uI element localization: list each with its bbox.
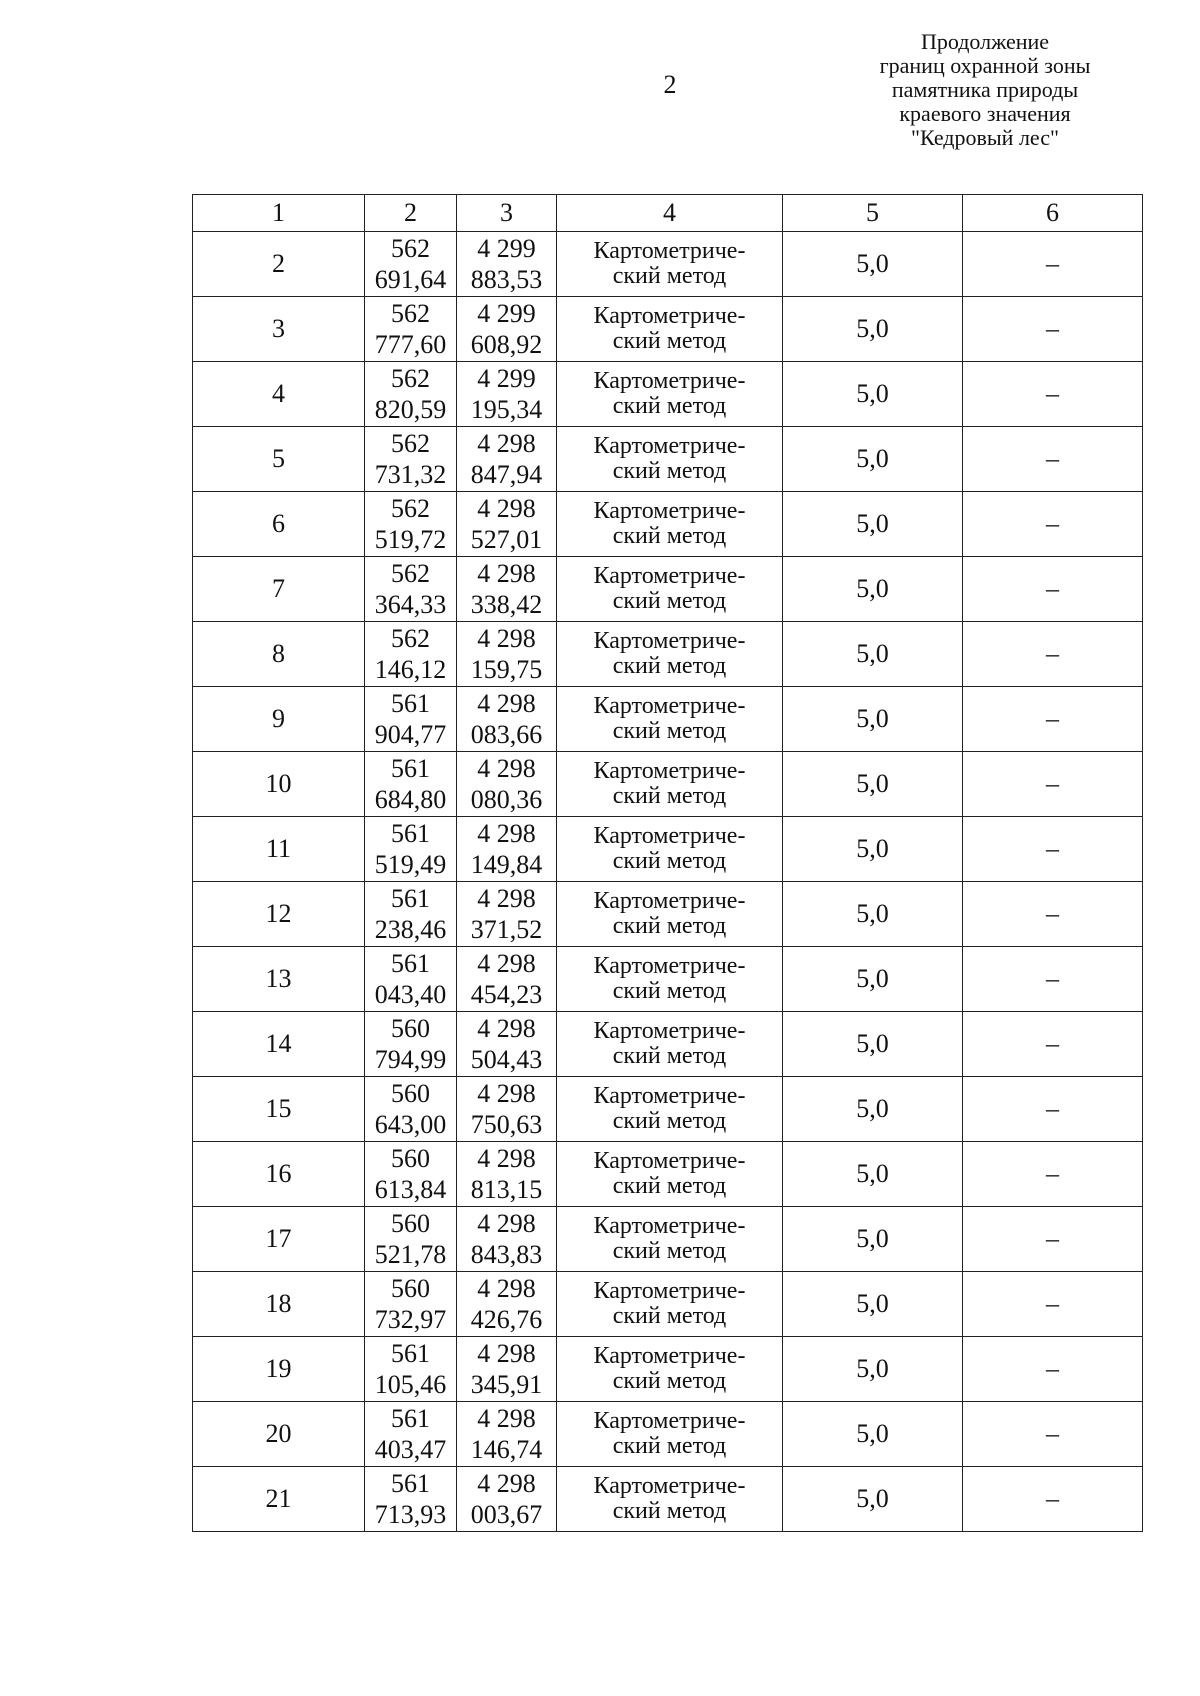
coord-y-remainder: 149,84: [470, 850, 543, 879]
coord-x-thousands: 561: [391, 1339, 430, 1368]
method-cell: [557, 817, 783, 882]
coord-x-cell: [365, 1337, 457, 1402]
table-row: [193, 1467, 1143, 1532]
table-row: [193, 1142, 1143, 1207]
note-cell: –: [963, 427, 1143, 492]
point-number: 10: [193, 752, 365, 817]
coord-x-thousands: 561: [391, 884, 430, 913]
coord-x-thousands: 561: [391, 689, 430, 718]
page-number: 2: [663, 70, 677, 99]
accuracy-cell: 5,0: [783, 817, 963, 882]
coord-y-cell: [457, 557, 557, 622]
note-cell: –: [963, 557, 1143, 622]
coord-x-thousands: 560: [391, 1144, 430, 1173]
accuracy-cell: 5,0: [783, 622, 963, 687]
coord-x-thousands: 561: [391, 754, 430, 783]
table-body: [193, 232, 1143, 1532]
note-cell: –: [963, 492, 1143, 557]
column-header: 5: [783, 195, 963, 232]
point-number: 9: [193, 687, 365, 752]
point-number: 6: [193, 492, 365, 557]
coord-y-remainder: 195,34: [470, 395, 543, 424]
method-line: ский метод: [612, 783, 727, 809]
point-number: 21: [193, 1467, 365, 1532]
table-row: [193, 492, 1143, 557]
coord-x-cell: [365, 1077, 457, 1142]
accuracy-cell: 5,0: [783, 947, 963, 1012]
coord-y-remainder: 608,92: [470, 330, 543, 359]
method-line: ский метод: [612, 653, 727, 679]
coord-x-remainder: 904,77: [374, 720, 447, 749]
coord-y-remainder: 527,01: [470, 525, 543, 554]
coord-y-remainder: 371,52: [470, 915, 543, 944]
coord-y-thousands: 4 299: [477, 234, 536, 263]
column-header: 6: [963, 195, 1143, 232]
note-cell: –: [963, 1012, 1143, 1077]
method-line: ский метод: [612, 263, 727, 289]
coord-x-cell: [365, 362, 457, 427]
accuracy-cell: 5,0: [783, 1337, 963, 1402]
coord-y-remainder: 504,43: [470, 1045, 543, 1074]
table-row: [193, 427, 1143, 492]
coord-x-cell: [365, 622, 457, 687]
coord-y-thousands: 4 298: [477, 689, 536, 718]
coord-y-cell: [457, 1012, 557, 1077]
method-line: ский метод: [612, 328, 727, 354]
accuracy-cell: 5,0: [783, 1467, 963, 1532]
method-cell: [557, 687, 783, 752]
method-cell: [557, 492, 783, 557]
note-cell: –: [963, 947, 1143, 1012]
method-cell: [557, 297, 783, 362]
coord-y-cell: [457, 622, 557, 687]
note-cell: –: [963, 1467, 1143, 1532]
coord-y-cell: [457, 882, 557, 947]
method-line: ский метод: [612, 1303, 727, 1329]
coord-y-thousands: 4 298: [477, 819, 536, 848]
method-cell: [557, 427, 783, 492]
coord-y-cell: [457, 492, 557, 557]
method-line: ский метод: [612, 1238, 727, 1264]
accuracy-cell: 5,0: [783, 1012, 963, 1077]
point-number: 15: [193, 1077, 365, 1142]
coord-x-cell: [365, 947, 457, 1012]
coord-x-thousands: 561: [391, 1404, 430, 1433]
method-cell: [557, 947, 783, 1012]
note-cell: –: [963, 362, 1143, 427]
coord-x-cell: [365, 882, 457, 947]
coord-x-thousands: 562: [391, 364, 430, 393]
coord-y-remainder: 750,63: [470, 1110, 543, 1139]
table-row: [193, 1272, 1143, 1337]
method-line: ский метод: [612, 1108, 727, 1134]
table-row: [193, 297, 1143, 362]
coord-y-cell: [457, 1272, 557, 1337]
coord-x-cell: [365, 492, 457, 557]
method-cell: [557, 1142, 783, 1207]
coord-y-thousands: 4 298: [477, 1339, 536, 1368]
accuracy-cell: 5,0: [783, 1077, 963, 1142]
method-line: Картометриче-: [593, 1213, 746, 1239]
accuracy-cell: 5,0: [783, 362, 963, 427]
table-header-row: [193, 195, 1143, 232]
coord-x-cell: [365, 232, 457, 297]
coord-x-cell: [365, 817, 457, 882]
table-row: [193, 882, 1143, 947]
method-line: Картометриче-: [593, 303, 746, 329]
point-number: 13: [193, 947, 365, 1012]
column-header: 3: [457, 195, 557, 232]
method-cell: [557, 1012, 783, 1077]
table-row: [193, 362, 1143, 427]
coord-x-cell: [365, 1207, 457, 1272]
method-line: Картометриче-: [593, 758, 746, 784]
coord-y-remainder: 426,76: [470, 1305, 543, 1334]
coord-x-thousands: 562: [391, 234, 430, 263]
coord-y-remainder: 083,66: [470, 720, 543, 749]
coord-x-remainder: 643,00: [374, 1110, 447, 1139]
coord-x-cell: [365, 1467, 457, 1532]
table-row: [193, 1077, 1143, 1142]
coord-x-cell: [365, 1402, 457, 1467]
coord-y-cell: [457, 232, 557, 297]
point-number: 5: [193, 427, 365, 492]
coord-y-thousands: 4 298: [477, 884, 536, 913]
method-line: Картометриче-: [593, 563, 746, 589]
method-line: Картометриче-: [593, 368, 746, 394]
coord-y-remainder: 883,53: [470, 265, 543, 294]
table-row: [193, 1402, 1143, 1467]
coord-y-cell: [457, 1142, 557, 1207]
coord-y-thousands: 4 298: [477, 429, 536, 458]
method-line: ский метод: [612, 1433, 727, 1459]
table-row: [193, 752, 1143, 817]
point-number: 11: [193, 817, 365, 882]
coord-x-thousands: 560: [391, 1014, 430, 1043]
coord-y-cell: [457, 687, 557, 752]
method-cell: [557, 752, 783, 817]
coord-x-thousands: 561: [391, 1469, 430, 1498]
coord-x-cell: [365, 1272, 457, 1337]
coord-x-thousands: 560: [391, 1209, 430, 1238]
coord-y-thousands: 4 299: [477, 299, 536, 328]
method-cell: [557, 1207, 783, 1272]
coord-y-remainder: 146,74: [470, 1435, 543, 1464]
coord-x-remainder: 146,12: [374, 655, 447, 684]
coord-x-remainder: 521,78: [374, 1240, 447, 1269]
method-line: ский метод: [612, 1498, 727, 1524]
coord-y-cell: [457, 297, 557, 362]
header-note: [840, 30, 1130, 150]
coord-x-thousands: 562: [391, 624, 430, 653]
coord-x-remainder: 777,60: [374, 330, 447, 359]
method-line: Картометриче-: [593, 498, 746, 524]
method-line: ский метод: [612, 523, 727, 549]
coord-x-remainder: 519,49: [374, 850, 447, 879]
method-line: Картометриче-: [593, 1083, 746, 1109]
coord-y-cell: [457, 362, 557, 427]
note-cell: –: [963, 232, 1143, 297]
method-line: ский метод: [612, 913, 727, 939]
coord-y-remainder: 080,36: [470, 785, 543, 814]
method-line: Картометриче-: [593, 1278, 746, 1304]
method-line: Картометриче-: [593, 238, 746, 264]
coord-y-remainder: 813,15: [470, 1175, 543, 1204]
method-line: Картометриче-: [593, 693, 746, 719]
coord-x-remainder: 403,47: [374, 1435, 447, 1464]
method-cell: [557, 362, 783, 427]
table-row: [193, 1012, 1143, 1077]
method-line: ский метод: [612, 848, 727, 874]
accuracy-cell: 5,0: [783, 752, 963, 817]
coord-y-thousands: 4 298: [477, 754, 536, 783]
method-cell: [557, 1272, 783, 1337]
accuracy-cell: 5,0: [783, 687, 963, 752]
header-note-line: границ охранной зоны: [879, 53, 1091, 78]
coord-y-remainder: 847,94: [470, 460, 543, 489]
coord-x-remainder: 684,80: [374, 785, 447, 814]
header-note-line: Продолжение: [920, 29, 1050, 54]
note-cell: –: [963, 1337, 1143, 1402]
coord-y-thousands: 4 298: [477, 1014, 536, 1043]
coord-y-thousands: 4 298: [477, 1079, 536, 1108]
note-cell: –: [963, 1402, 1143, 1467]
coord-x-cell: [365, 557, 457, 622]
table-row: [193, 1207, 1143, 1272]
coord-y-thousands: 4 298: [477, 494, 536, 523]
coord-x-remainder: 820,59: [374, 395, 447, 424]
coord-x-thousands: 561: [391, 819, 430, 848]
note-cell: –: [963, 1142, 1143, 1207]
point-number: 19: [193, 1337, 365, 1402]
coord-y-remainder: 159,75: [470, 655, 543, 684]
method-line: Картометриче-: [593, 953, 746, 979]
method-line: Картометриче-: [593, 1018, 746, 1044]
coord-x-remainder: 613,84: [374, 1175, 447, 1204]
accuracy-cell: 5,0: [783, 427, 963, 492]
table-row: [193, 1337, 1143, 1402]
coord-y-cell: [457, 1207, 557, 1272]
coord-y-remainder: 003,67: [470, 1500, 543, 1529]
accuracy-cell: 5,0: [783, 557, 963, 622]
method-line: ский метод: [612, 1368, 727, 1394]
table-row: [193, 622, 1143, 687]
coord-y-remainder: 345,91: [470, 1370, 543, 1399]
accuracy-cell: 5,0: [783, 297, 963, 362]
method-line: Картометриче-: [593, 1148, 746, 1174]
method-cell: [557, 1402, 783, 1467]
note-cell: –: [963, 622, 1143, 687]
coord-x-cell: [365, 297, 457, 362]
method-cell: [557, 882, 783, 947]
coord-x-remainder: 043,40: [374, 980, 447, 1009]
method-line: ский метод: [612, 978, 727, 1004]
method-line: ский метод: [612, 1043, 727, 1069]
header-note-line: краевого значения: [899, 101, 1071, 126]
coord-x-remainder: 519,72: [374, 525, 447, 554]
header-note-line: "Кедровый лес": [911, 125, 1059, 150]
coord-x-remainder: 105,46: [374, 1370, 447, 1399]
note-cell: –: [963, 817, 1143, 882]
coord-y-cell: [457, 1402, 557, 1467]
coord-x-thousands: 562: [391, 494, 430, 523]
coord-x-cell: [365, 687, 457, 752]
table-row: [193, 557, 1143, 622]
method-line: ский метод: [612, 458, 727, 484]
accuracy-cell: 5,0: [783, 882, 963, 947]
accuracy-cell: 5,0: [783, 1142, 963, 1207]
method-cell: [557, 1077, 783, 1142]
coord-y-thousands: 4 298: [477, 1144, 536, 1173]
coord-y-cell: [457, 1337, 557, 1402]
point-number: 14: [193, 1012, 365, 1077]
method-line: Картометриче-: [593, 628, 746, 654]
coord-y-remainder: 454,23: [470, 980, 543, 1009]
method-line: ский метод: [612, 1173, 727, 1199]
note-cell: –: [963, 882, 1143, 947]
note-cell: –: [963, 1207, 1143, 1272]
coord-x-cell: [365, 427, 457, 492]
coord-y-cell: [457, 947, 557, 1012]
method-line: Картометриче-: [593, 888, 746, 914]
coord-y-thousands: 4 298: [477, 559, 536, 588]
method-line: ский метод: [612, 588, 727, 614]
point-number: 2: [193, 232, 365, 297]
method-line: Картометриче-: [593, 433, 746, 459]
header-note-line: памятника природы: [891, 77, 1079, 102]
coord-y-thousands: 4 298: [477, 1469, 536, 1498]
coord-x-remainder: 731,32: [374, 460, 447, 489]
coord-y-cell: [457, 1467, 557, 1532]
point-number: 7: [193, 557, 365, 622]
coord-y-cell: [457, 752, 557, 817]
point-number: 16: [193, 1142, 365, 1207]
accuracy-cell: 5,0: [783, 1272, 963, 1337]
table-row: [193, 687, 1143, 752]
method-line: ский метод: [612, 393, 727, 419]
method-line: Картометриче-: [593, 1473, 746, 1499]
coord-x-thousands: 561: [391, 949, 430, 978]
point-number: 20: [193, 1402, 365, 1467]
column-header: 4: [557, 195, 783, 232]
point-number: 8: [193, 622, 365, 687]
coord-x-thousands: 560: [391, 1079, 430, 1108]
coord-x-thousands: 562: [391, 299, 430, 328]
coord-y-thousands: 4 299: [477, 364, 536, 393]
point-number: 3: [193, 297, 365, 362]
coord-y-thousands: 4 298: [477, 624, 536, 653]
method-line: ский метод: [612, 718, 727, 744]
coord-y-cell: [457, 1077, 557, 1142]
coord-x-remainder: 364,33: [374, 590, 447, 619]
method-cell: [557, 232, 783, 297]
method-cell: [557, 622, 783, 687]
method-line: Картометриче-: [593, 823, 746, 849]
point-number: 17: [193, 1207, 365, 1272]
coord-x-cell: [365, 1012, 457, 1077]
accuracy-cell: 5,0: [783, 1402, 963, 1467]
accuracy-cell: 5,0: [783, 492, 963, 557]
coord-y-thousands: 4 298: [477, 949, 536, 978]
coord-x-remainder: 794,99: [374, 1045, 447, 1074]
coord-x-remainder: 713,93: [374, 1500, 447, 1529]
coord-y-thousands: 4 298: [477, 1209, 536, 1238]
coord-y-thousands: 4 298: [477, 1274, 536, 1303]
method-cell: [557, 1467, 783, 1532]
coord-x-remainder: 238,46: [374, 915, 447, 944]
point-number: 4: [193, 362, 365, 427]
point-number: 18: [193, 1272, 365, 1337]
note-cell: –: [963, 752, 1143, 817]
point-number: 12: [193, 882, 365, 947]
method-line: Картометриче-: [593, 1408, 746, 1434]
coord-y-thousands: 4 298: [477, 1404, 536, 1433]
coord-x-thousands: 562: [391, 429, 430, 458]
coord-x-cell: [365, 1142, 457, 1207]
table-row: [193, 947, 1143, 1012]
note-cell: –: [963, 297, 1143, 362]
coord-x-cell: [365, 752, 457, 817]
accuracy-cell: 5,0: [783, 232, 963, 297]
note-cell: –: [963, 1077, 1143, 1142]
note-cell: –: [963, 1272, 1143, 1337]
coord-y-remainder: 338,42: [470, 590, 543, 619]
coord-x-remainder: 732,97: [374, 1305, 447, 1334]
method-line: Картометриче-: [593, 1343, 746, 1369]
coord-y-cell: [457, 427, 557, 492]
coord-x-thousands: 560: [391, 1274, 430, 1303]
boundary-coordinates-table: [192, 194, 1143, 1532]
table-row: [193, 817, 1143, 882]
coord-x-remainder: 691,64: [374, 265, 447, 294]
column-header: 2: [365, 195, 457, 232]
method-cell: [557, 1337, 783, 1402]
coord-x-thousands: 562: [391, 559, 430, 588]
table-row: [193, 232, 1143, 297]
coord-y-cell: [457, 817, 557, 882]
method-cell: [557, 557, 783, 622]
coord-y-remainder: 843,83: [470, 1240, 543, 1269]
column-header: 1: [193, 195, 365, 232]
note-cell: –: [963, 687, 1143, 752]
accuracy-cell: 5,0: [783, 1207, 963, 1272]
